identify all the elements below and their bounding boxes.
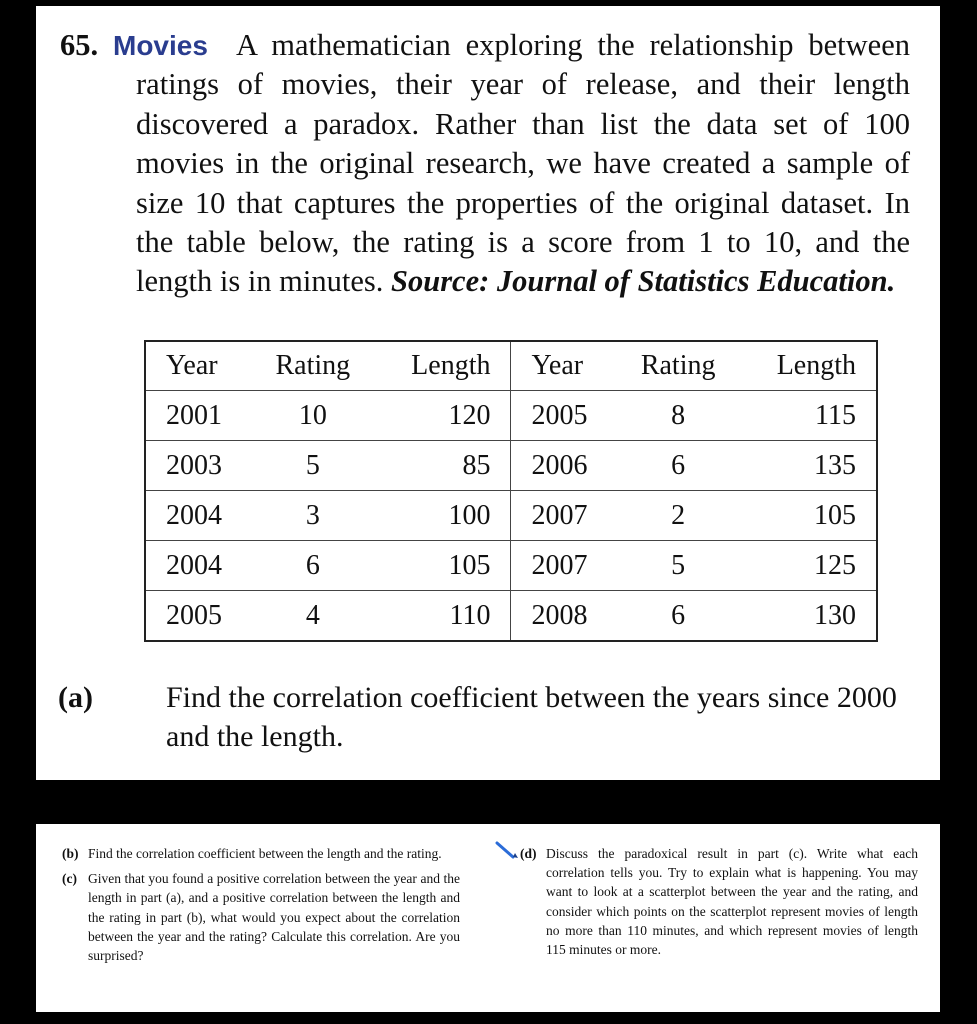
right-column: [520, 844, 918, 965]
cell-length: 135: [736, 441, 877, 491]
cell-year: 2008: [511, 591, 621, 642]
cell-length: 120: [370, 391, 511, 441]
table-row: [145, 441, 877, 491]
cell-rating: 6: [621, 591, 736, 642]
left-column: [62, 844, 460, 971]
col-header-year: Year: [166, 350, 218, 381]
problem-65: [60, 26, 910, 302]
problem-number: 65.: [60, 28, 99, 62]
cell-rating: 2: [621, 491, 736, 541]
cell-year: 2006: [511, 441, 621, 491]
cell-length: 105: [370, 541, 511, 591]
part-d: [520, 844, 918, 959]
col-header-rating: Rating: [640, 350, 716, 381]
part-b-text: Find the correlation coefficient between the length and the rating.: [88, 846, 442, 861]
cell-length: 105: [736, 491, 877, 541]
cell-rating: 6: [255, 541, 370, 591]
table-row: [145, 491, 877, 541]
cell-rating: 5: [621, 541, 736, 591]
part-c-text: Given that you found a positive correlation between the year and the length in part (a), and a positive correlation between the length and the rating in part (b), what would you expect about the correlation between the year and the rating? Calculate this correlation. Are you surprised?: [88, 871, 460, 964]
cell-length: 110: [370, 591, 511, 642]
movies-table: [144, 340, 878, 642]
col-header-rating: Rating: [275, 350, 351, 381]
part-b-label: (b): [62, 846, 79, 861]
problem-source: Source: Journal of Statistics Education.: [391, 264, 896, 299]
cell-year: 2005: [145, 591, 255, 642]
part-d-label: (d): [520, 846, 537, 861]
cell-length: 130: [736, 591, 877, 642]
table-row: [145, 541, 877, 591]
part-a-label: (a): [58, 681, 93, 714]
cell-year: 2004: [145, 541, 255, 591]
cell-year: 2001: [145, 391, 255, 441]
pencil-icon: [494, 840, 520, 860]
cell-year: 2005: [511, 391, 621, 441]
col-header-length: Length: [411, 350, 491, 381]
cell-rating: 5: [255, 441, 370, 491]
problem-panel: [36, 6, 940, 780]
cell-rating: 6: [621, 441, 736, 491]
cell-rating: 4: [255, 591, 370, 642]
cell-length: 85: [370, 441, 511, 491]
part-b: [62, 844, 460, 863]
problem-title: Movies: [113, 30, 208, 61]
cell-length: 100: [370, 491, 511, 541]
table-row: [145, 391, 877, 441]
cell-year: 2007: [511, 541, 621, 591]
table-row: [145, 591, 877, 642]
cell-year: 2007: [511, 491, 621, 541]
col-header-year: Year: [511, 341, 621, 391]
cell-length: 125: [736, 541, 877, 591]
part-a: [58, 678, 912, 756]
continued-panel: [36, 824, 940, 1012]
part-c: [62, 869, 460, 965]
cell-year: 2003: [145, 441, 255, 491]
cell-rating: 8: [621, 391, 736, 441]
cell-rating: 3: [255, 491, 370, 541]
part-c-label: (c): [62, 871, 77, 887]
part-a-text: Find the correlation coefficient between the years since 2000 and the length.: [166, 681, 897, 753]
part-d-text: Discuss the paradoxical result in part (c). Write what each correlation tells you. Try to explain what is happening. You may want to look at a scatterplot between the year and the rating, and consider which points on the scatterplot represent movies of length no more than 110 minutes, and which represent movies of length 115 minutes or more.: [546, 846, 918, 958]
cell-rating: 10: [255, 391, 370, 441]
col-header-length: Length: [776, 350, 856, 381]
problem-text: A mathematician exploring the relationship between ratings of movies, their year of release, and their length discovered a paradox. Rather than list the data set of 100 movies in the original research, we have created a sample of size 10 that captures the properties of the original dataset. In the table below, the rating is a score from 1 to 10, and the length is in minutes.: [136, 28, 910, 299]
cell-length: 115: [736, 391, 877, 441]
cell-year: 2004: [145, 491, 255, 541]
table-header-row: [145, 341, 877, 391]
